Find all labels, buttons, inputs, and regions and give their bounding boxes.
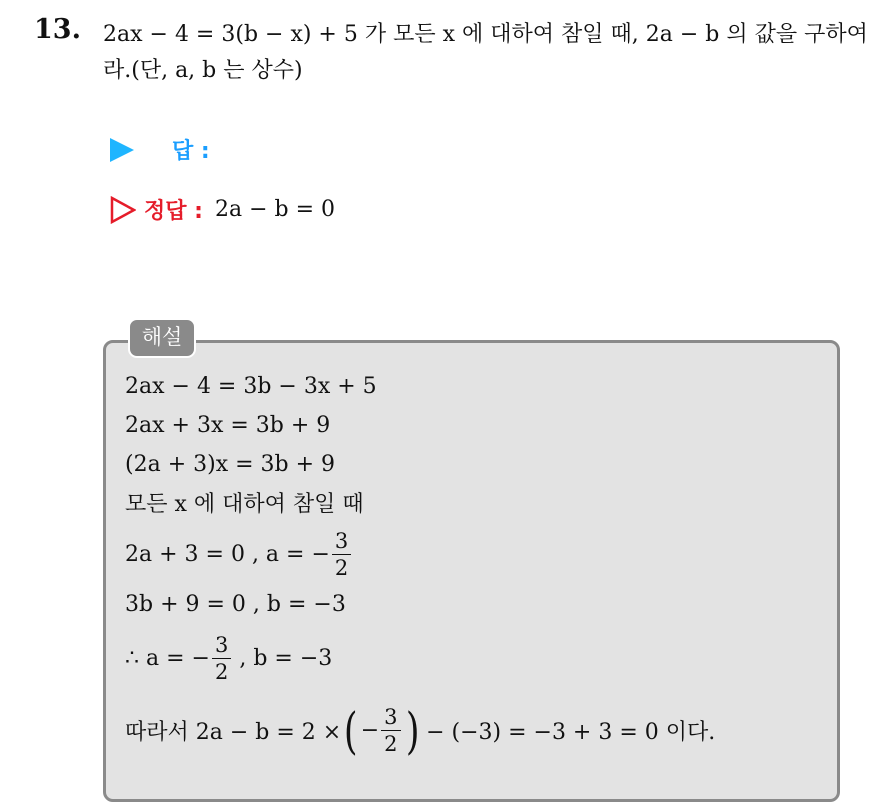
line8-suffix: − (−3) = −3 + 3 = 0 이다. xyxy=(426,720,716,745)
fraction-numerator: 3 xyxy=(332,528,351,555)
question-text: 2ax − 4 = 3(b − x) + 5 가 모든 x 에 대하여 참일 때, 2a − b 의 값을 구하여라.(단, a, b 는 상수) xyxy=(103,22,868,83)
inner-sign: − xyxy=(360,718,380,743)
line5-prefix: 2a + 3 = 0 , a = − xyxy=(125,542,330,567)
fraction-denominator: 2 xyxy=(384,732,398,756)
right-paren: ) xyxy=(405,701,420,760)
solution-line-4: 모든 x 에 대하여 참일 때 xyxy=(125,492,364,517)
answer-row xyxy=(110,134,210,165)
play-triangle-icon xyxy=(110,138,134,162)
fraction-numerator: 3 xyxy=(381,704,400,731)
solution-line-1: 2ax − 4 = 3b − 3x + 5 xyxy=(125,374,377,399)
left-paren: ( xyxy=(344,701,358,760)
correct-answer-row xyxy=(110,194,335,225)
fraction-numerator: 3 xyxy=(212,632,231,659)
fraction-denominator: 2 xyxy=(334,556,349,580)
line7-prefix: ∴ a = − xyxy=(125,646,210,671)
solution-line-3: (2a + 3)x = 3b + 9 xyxy=(125,452,336,477)
fraction xyxy=(381,704,400,757)
solution-line-2: 2ax + 3x = 3b + 9 xyxy=(125,413,331,438)
fraction xyxy=(332,528,351,581)
solution-line-7 xyxy=(125,632,332,685)
line8-prefix: 따라서 2a − b = 2 × xyxy=(125,720,342,745)
solution-line-8 xyxy=(125,701,716,760)
outline-triangle-icon xyxy=(110,196,136,224)
solution-line-6: 3b + 9 = 0 , b = −3 xyxy=(125,592,346,617)
line7-suffix: , b = −3 xyxy=(239,646,333,671)
correct-answer-value: 2a − b = 0 xyxy=(214,197,336,222)
fraction xyxy=(212,632,231,685)
question-number: 13. xyxy=(34,14,81,45)
answer-label: 답 : xyxy=(172,139,210,164)
solution-line-5 xyxy=(125,528,353,581)
fraction-denominator: 2 xyxy=(214,660,229,684)
solution-tag: 해설 xyxy=(128,318,196,358)
correct-answer-label: 정답 : xyxy=(144,199,203,224)
